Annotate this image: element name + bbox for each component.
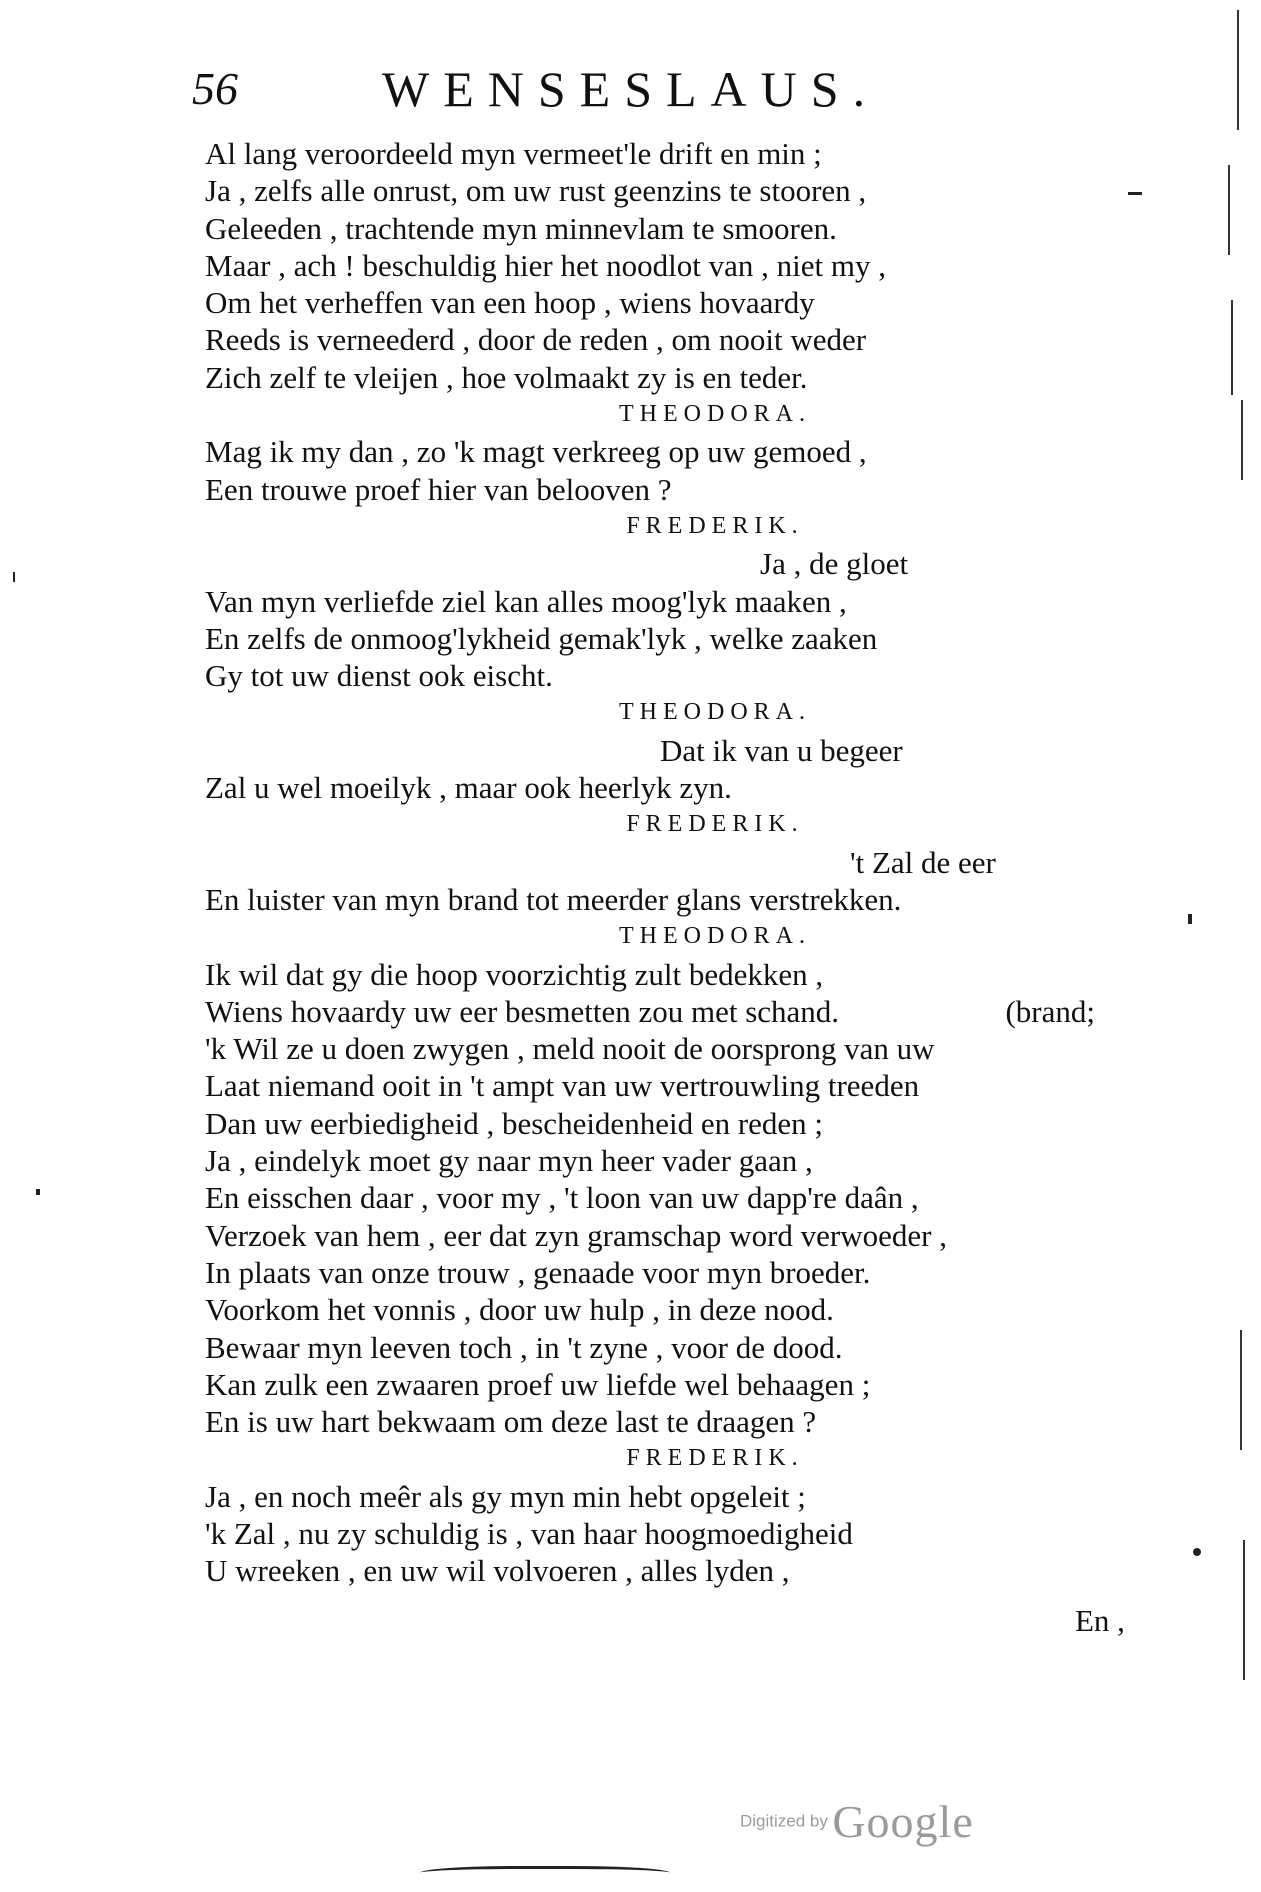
verse-text: Laat niemand ooit in 't ampt van uw vertrouwling treeden bbox=[205, 1068, 920, 1104]
verse-line bbox=[205, 732, 1165, 769]
verse-text: Zich zelf te vleijen , hoe volmaakt zy is en teder. bbox=[205, 359, 808, 395]
verse-line bbox=[205, 359, 1165, 396]
verse-line bbox=[205, 1515, 1165, 1552]
verse-text: En eisschen daar , voor my , 't loon van uw dapp're daân , bbox=[205, 1180, 919, 1216]
verse-line bbox=[205, 135, 1165, 172]
verse-text: Kan zulk een zwaaren proef uw liefde wel behaagen ; bbox=[205, 1366, 871, 1402]
verse-text: Wiens hovaardy uw eer besmetten zou met schand. bbox=[205, 993, 840, 1029]
verse-text: Dan uw eerbiedigheid , bescheidenheid en reden ; bbox=[205, 1105, 824, 1141]
scan-speck bbox=[1128, 192, 1142, 195]
verse-text: Ja , de gloet bbox=[760, 546, 909, 582]
verse-text: Ja , en noch meêr als gy myn min hebt opgeleit ; bbox=[205, 1478, 806, 1514]
verse-text: Mag ik my dan , zo 'k magt verkreeg op uw gemoed , bbox=[205, 434, 867, 470]
scan-edge-mark bbox=[1240, 1330, 1242, 1450]
verse-text: Zal u wel moeilyk , maar ook heerlyk zyn. bbox=[205, 770, 732, 806]
verse-line bbox=[205, 1254, 1165, 1291]
scan-smudge bbox=[420, 1866, 670, 1883]
speaker-name bbox=[205, 1440, 1165, 1477]
verse-text: En zelfs de onmoog'lykheid gemak'lyk , welke zaaken bbox=[205, 620, 878, 656]
scan-edge-mark bbox=[1231, 300, 1233, 395]
verse-text: In plaats van onze trouw , genaade voor myn broeder. bbox=[205, 1254, 871, 1290]
verse-line bbox=[205, 993, 1165, 1030]
scan-speck bbox=[1188, 914, 1192, 924]
verse-text: Maar , ach ! beschuldig hier het noodlot van , niet my , bbox=[205, 247, 886, 283]
verse-text-block bbox=[205, 135, 1165, 1590]
speaker-name bbox=[205, 396, 1165, 433]
verse-line bbox=[205, 1142, 1165, 1179]
speaker-name bbox=[205, 694, 1165, 731]
verse-text: En is uw hart bekwaam om deze last te draagen ? bbox=[205, 1404, 817, 1440]
speaker-label: THEODORA. bbox=[619, 699, 811, 726]
watermark-prefix: Digitized by bbox=[740, 1811, 828, 1831]
page-header bbox=[192, 58, 1152, 128]
verse-line bbox=[205, 471, 1165, 508]
verse-text: Gy tot uw dienst ook eischt. bbox=[205, 658, 553, 694]
verse-line bbox=[205, 657, 1165, 694]
verse-line bbox=[205, 1329, 1165, 1366]
verse-line bbox=[205, 1403, 1165, 1440]
speaker-label: THEODORA. bbox=[619, 923, 811, 950]
verse-text: Bewaar myn leeven toch , in 't zyne , voor de dood. bbox=[205, 1329, 843, 1365]
verse-line bbox=[205, 172, 1165, 209]
running-title: WENSESLAUS. bbox=[382, 61, 880, 117]
verse-line bbox=[205, 844, 1165, 881]
verse-text: Ja , eindelyk moet gy naar myn heer vader gaan , bbox=[205, 1143, 813, 1179]
verse-text: 't Zal de eer bbox=[850, 844, 996, 880]
verse-line bbox=[205, 1067, 1165, 1104]
verse-line bbox=[205, 881, 1165, 918]
speaker-name bbox=[205, 806, 1165, 843]
verse-line bbox=[205, 1179, 1165, 1216]
scan-speck bbox=[1193, 1548, 1201, 1556]
verse-line bbox=[205, 247, 1165, 284]
scan-speck bbox=[36, 1189, 40, 1195]
verse-text: Ik wil dat gy die hoop voorzichtig zult bedekken , bbox=[205, 956, 824, 992]
verse-text: Dat ik van u begeer bbox=[660, 732, 903, 768]
scan-edge-mark bbox=[1243, 1540, 1245, 1680]
verse-text: U wreeken , en uw wil volvoeren , alles lyden , bbox=[205, 1553, 790, 1589]
verse-text: Reeds is verneederd , door de reden , om nooit weder bbox=[205, 322, 867, 358]
verse-text: Verzoek van hem , eer dat zyn gramschap word verwoeder , bbox=[205, 1217, 947, 1253]
verse-line bbox=[205, 620, 1165, 657]
verse-text: Al lang veroordeeld myn vermeet'le drift en min ; bbox=[205, 136, 822, 171]
speaker-label: FREDERIK. bbox=[626, 1445, 804, 1472]
catchword: En , bbox=[1075, 1603, 1125, 1638]
verse-line bbox=[205, 769, 1165, 806]
speaker-name bbox=[205, 508, 1165, 545]
verse-line bbox=[205, 284, 1165, 321]
watermark-brand: Google bbox=[832, 1796, 974, 1847]
verse-text: 'k Zal , nu zy schuldig is , van haar hoogmoedigheid bbox=[205, 1515, 853, 1551]
verse-text: En luister van myn brand tot meerder glans verstrekken. bbox=[205, 881, 902, 917]
scan-edge-mark bbox=[1237, 10, 1239, 130]
verse-text: Ja , zelfs alle onrust, om uw rust geenzins te stooren , bbox=[205, 173, 867, 209]
speaker-name bbox=[205, 918, 1165, 955]
verse-line bbox=[205, 1478, 1165, 1515]
verse-text: Van myn verliefde ziel kan alles moog'lyk maaken , bbox=[205, 583, 847, 619]
verse-line bbox=[205, 956, 1165, 993]
verse-text: Geleeden , trachtende myn minnevlam te smooren. bbox=[205, 210, 837, 246]
speaker-label: THEODORA. bbox=[619, 401, 811, 428]
verse-line bbox=[205, 1291, 1165, 1328]
verse-text: Een trouwe proef hier van belooven ? bbox=[205, 471, 672, 507]
digitization-watermark bbox=[740, 1795, 974, 1848]
verse-text: 'k Wil ze u doen zwygen , meld nooit de oorsprong van uw bbox=[205, 1031, 935, 1067]
verse-line bbox=[205, 1105, 1165, 1142]
verse-text: Om het verheffen van een hoop , wiens hovaardy bbox=[205, 285, 815, 321]
scan-speck bbox=[13, 572, 15, 582]
verse-line bbox=[205, 210, 1165, 247]
verse-line bbox=[205, 1030, 1165, 1067]
speaker-label: FREDERIK. bbox=[626, 811, 804, 838]
verse-line bbox=[205, 1552, 1165, 1589]
verse-line bbox=[205, 321, 1165, 358]
page-number: 56 bbox=[192, 63, 238, 114]
scan-edge-mark bbox=[1228, 165, 1230, 255]
verse-line bbox=[205, 1217, 1165, 1254]
verse-line bbox=[205, 1366, 1165, 1403]
verse-line bbox=[205, 545, 1165, 582]
verse-line bbox=[205, 433, 1165, 470]
speaker-label: FREDERIK. bbox=[626, 512, 804, 539]
scan-edge-mark bbox=[1241, 400, 1243, 480]
verse-line bbox=[205, 583, 1165, 620]
verse-text: Voorkom het vonnis , door uw hulp , in deze nood. bbox=[205, 1292, 834, 1328]
verse-overflow-note: (brand; bbox=[1005, 993, 1095, 1029]
